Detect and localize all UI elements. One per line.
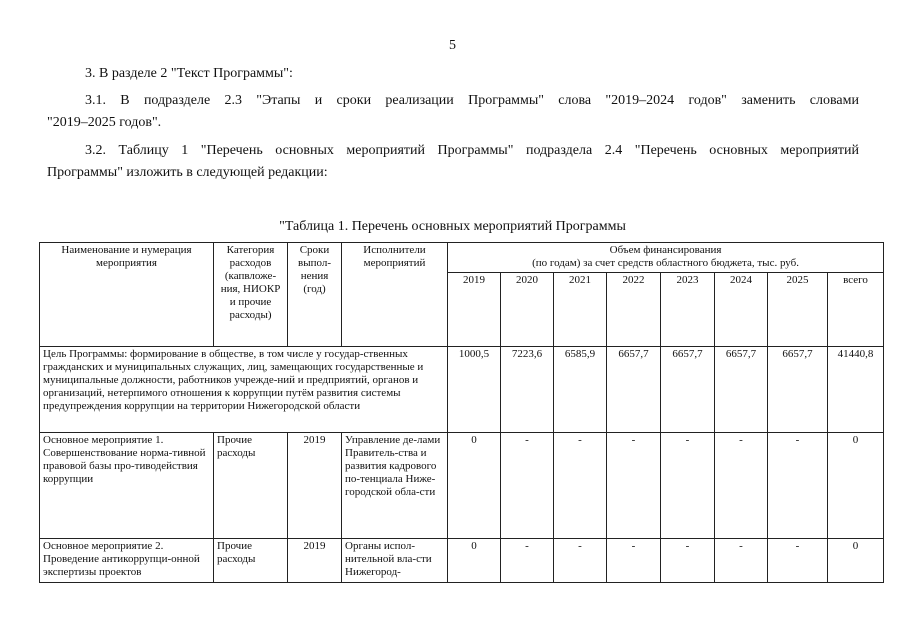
measure-executor: Управление де-лами Правитель-ства и развития кадрового по-тенциала Ниже-городской обла-сти xyxy=(342,433,448,539)
measure-total: 0 xyxy=(828,539,884,583)
header-year: 2021 xyxy=(554,273,607,347)
table-row xyxy=(40,539,884,583)
goal-value: 7223,6 xyxy=(501,347,554,433)
measure-executor: Органы испол-нительной вла-сти Нижегород- xyxy=(342,539,448,583)
paragraph-line: 3. В разделе 2 "Текст Программы": xyxy=(85,66,293,81)
measure-value: - xyxy=(554,433,607,539)
measure-value: - xyxy=(607,539,661,583)
measure-category: Прочие расходы xyxy=(214,539,288,583)
header-year: 2025 xyxy=(768,273,828,347)
measure-value: 0 xyxy=(448,539,501,583)
measure-value: - xyxy=(715,539,768,583)
goal-text: Цель Программы: формирование в обществе, в том числе у государ-ственных гражданских и муниципальных служащих, лиц, замещающих государственные и муниципальные должности, работников учрежде-ний и предприятий, органов и организаций, нетерпимого отношения к коррупции путём развития системы предупреждения коррупции на территории Нижегородской области xyxy=(40,347,448,433)
header-funding-line: (по годам) за счет средств областного бюджета, тыс. руб. xyxy=(532,257,800,269)
paragraph-line: "2019–2025 годов". xyxy=(47,115,162,130)
table-row-goal xyxy=(40,347,884,433)
header-year: 2020 xyxy=(501,273,554,347)
header-name: Наименование и нумерация мероприятия xyxy=(40,243,214,347)
measure-value: - xyxy=(501,433,554,539)
measure-value: - xyxy=(768,433,828,539)
measure-value: 0 xyxy=(448,433,501,539)
header-terms: Сроки выпол-нения (год) xyxy=(288,243,342,347)
goal-value: 6657,7 xyxy=(768,347,828,433)
paragraph-3-2 xyxy=(47,140,859,184)
goal-value: 6657,7 xyxy=(607,347,661,433)
table-row xyxy=(40,433,884,539)
paragraph-line: 3.2. Таблицу 1 "Перечень основных мероприятий Программы" подраздела 2.4 "Перечень основных мероприятий xyxy=(85,143,859,158)
paragraph-section-2 xyxy=(47,63,897,85)
goal-value: 1000,5 xyxy=(448,347,501,433)
measure-total: 0 xyxy=(828,433,884,539)
goal-value: 6657,7 xyxy=(715,347,768,433)
header-total: всего xyxy=(828,273,884,347)
measure-value: - xyxy=(661,539,715,583)
header-year: 2019 xyxy=(448,273,501,347)
measure-value: - xyxy=(715,433,768,539)
header-year: 2022 xyxy=(607,273,661,347)
table-header-row xyxy=(40,243,884,273)
measure-name: Основное мероприятие 1. Совершенствование норма-тивной правовой базы про-тиводействия коррупции xyxy=(40,433,214,539)
header-year: 2024 xyxy=(715,273,768,347)
paragraph-line: Программы" изложить в следующей редакции: xyxy=(47,165,328,180)
measure-name: Основное мероприятие 2. Проведение антикоррупци-онной экспертизы проектов xyxy=(40,539,214,583)
measure-value: - xyxy=(501,539,554,583)
measure-value: - xyxy=(661,433,715,539)
goal-value: 6657,7 xyxy=(661,347,715,433)
measure-term: 2019 xyxy=(288,539,342,583)
header-executors: Исполнители мероприятий xyxy=(342,243,448,347)
measures-table xyxy=(39,242,884,583)
measure-category: Прочие расходы xyxy=(214,433,288,539)
header-year: 2023 xyxy=(661,273,715,347)
paragraph-3-1 xyxy=(47,90,859,134)
table-title: "Таблица 1. Перечень основных мероприятий Программы xyxy=(279,219,626,234)
measure-value: - xyxy=(607,433,661,539)
header-funding-line: Объем финансирования xyxy=(609,244,722,256)
goal-total: 41440,8 xyxy=(828,347,884,433)
page-number: 5 xyxy=(449,38,456,53)
measure-value: - xyxy=(554,539,607,583)
measure-term: 2019 xyxy=(288,433,342,539)
measure-value: - xyxy=(768,539,828,583)
header-funding xyxy=(448,243,884,273)
header-category: Категория расходов (капвложе-ния, НИОКР и прочие расходы) xyxy=(214,243,288,347)
paragraph-line: 3.1. В подразделе 2.3 "Этапы и сроки реализации Программы" слова "2019–2024 годов" заменить словами xyxy=(85,93,859,108)
goal-value: 6585,9 xyxy=(554,347,607,433)
